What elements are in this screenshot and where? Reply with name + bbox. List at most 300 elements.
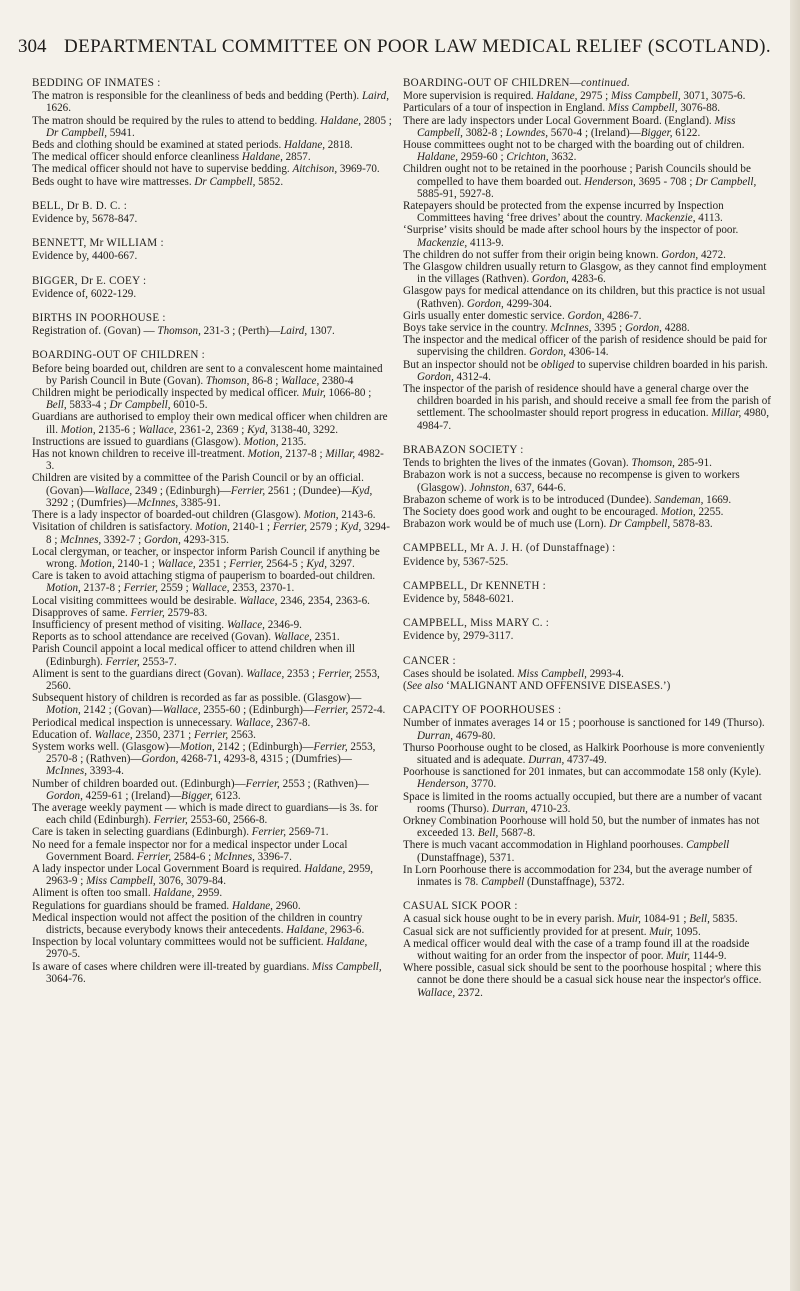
index-entry: [32, 912, 392, 936]
index-entry: [32, 213, 392, 225]
index-entry: [403, 200, 773, 224]
entry-text: Evidence by, 5678-847.: [32, 213, 138, 226]
witness-name: Bell,: [46, 399, 67, 412]
entry-text: Insufficiency of present method of visiting.: [32, 618, 227, 631]
entry-text: Periodical medical inspection is unnecessary.: [32, 716, 236, 729]
index-entry: [403, 469, 773, 493]
entry-text: There are lady inspectors under Local Government Board. (England).: [403, 114, 715, 127]
entry-text: 2346, 2354, 2363-6.: [277, 594, 370, 607]
witness-name: Ferrier,: [272, 521, 308, 534]
section-heading: [32, 200, 392, 212]
entry-text: 4982-3.: [46, 448, 384, 473]
witness-name: Miss Campbell,: [607, 102, 678, 115]
witness-name: Millar,: [325, 448, 356, 461]
entry-text: System works well. (Glasgow)—: [32, 740, 180, 753]
entry-text: 1084-91 ;: [640, 913, 690, 926]
index-entry: [32, 643, 392, 667]
entry-text: 2140-1 ;: [114, 557, 158, 570]
index-entry: [403, 322, 773, 334]
entry-text: 1307.: [307, 325, 335, 338]
entry-text: 2353, 2370-1.: [229, 582, 295, 595]
witness-name: See also: [406, 679, 444, 692]
entry-text: 6123.: [212, 789, 241, 802]
index-entry: [403, 163, 773, 200]
witness-name: Wallace,: [235, 716, 274, 729]
entry-text: There is much vacant accommodation in Highland poorhouses.: [403, 839, 687, 852]
entry-text: 2563.: [228, 728, 256, 741]
entry-text: The Glasgow children usually return to Glasgow, as they cannot find employment in the villages (Rathven).: [403, 261, 767, 286]
entry-text: The inspector of the parish of residence should have a general charge over the children boarded in his parish, and should receive a small fee from the parish of settlement. The schoolmaster should report progress in education.: [403, 383, 771, 420]
section-heading: [403, 617, 773, 629]
witness-name: Dr Campbell,: [46, 126, 108, 139]
entry-text: 3392-7 ;: [101, 533, 144, 546]
witness-name: Thomson,: [631, 457, 675, 470]
index-entry: [403, 506, 773, 518]
witness-name: Ferrier,: [136, 850, 172, 863]
index-entry: [403, 913, 773, 925]
entry-text: Orkney Combination Poorhouse will hold 50, but the number of inmates has not exceeded 13.: [403, 814, 760, 840]
index-column-right: [403, 77, 773, 1011]
entry-text: 2143-6.: [338, 509, 376, 522]
heading-text: CAMPBELL, Mr A. J. H. (of Dunstaffnage) :: [403, 542, 616, 555]
entry-text: Cases should be isolated.: [403, 667, 518, 680]
entry-text: 3395 ;: [591, 322, 626, 335]
witness-name: Laird,: [361, 90, 389, 103]
entry-text: 3969-70.: [337, 163, 380, 176]
witness-name: Wallace,: [273, 631, 312, 644]
entry-text: Guardians are authorised to employ their own medical officer when children are ill.: [32, 411, 388, 436]
index-entry: [32, 521, 392, 545]
entry-text: Subsequent history of children is recorded as far as possible. (Glasgow)—: [32, 692, 362, 705]
witness-name: Dr Campbell,: [194, 175, 256, 188]
entry-text: 4286-7.: [604, 309, 642, 322]
index-entry: [403, 839, 773, 863]
section-heading: [32, 349, 392, 361]
witness-name: Dr Campbell,: [609, 518, 671, 531]
witness-name: Mackenzie,: [417, 236, 468, 249]
entry-text: ‘Surprise’ visits should be made after school hours by the inspector of poor.: [403, 224, 739, 237]
heading-text: CAPACITY OF POORHOUSES :: [403, 704, 562, 717]
entry-text: Evidence by, 4400-667.: [32, 250, 138, 263]
witness-name: Gordon,: [46, 789, 83, 802]
entry-text: Ratepayers should be protected from the expense incurred by Inspection Committees having ‘free drives’ about the country.: [403, 200, 724, 225]
entry-text: Before being boarded out, children are sent to a convalescent home maintained by Parish Council in Bute (Govan).: [32, 362, 383, 387]
entry-text: 4299-304.: [503, 297, 552, 310]
entry-text: Children are visited by a committee of the Parish Council or by an official. (Govan)—: [32, 472, 364, 497]
entry-text: Children might be periodically inspected by medical officer.: [32, 387, 302, 400]
entry-text: 231-3 ; (Perth)—: [200, 325, 281, 338]
index-entry: [32, 778, 392, 802]
witness-name: Gordon,: [567, 309, 605, 322]
entry-text: 5670-4 ; (Ireland)—: [548, 126, 641, 139]
entry-text: 2367-8.: [273, 716, 311, 729]
entry-text: 4737-49.: [564, 753, 607, 766]
index-entry: [403, 791, 773, 815]
entry-text: (Dunstaffnage), 5372.: [524, 875, 625, 888]
witness-name: Haldane,: [231, 899, 273, 912]
witness-name: Motion,: [243, 435, 279, 448]
entry-text: 2135-6 ;: [95, 423, 139, 436]
witness-name: McInnes,: [46, 765, 87, 778]
entry-text: 3292 ; (Dumfries)—: [46, 496, 138, 509]
entry-text: Brabazon work would be of much use (Lorn).: [403, 518, 610, 531]
entry-text: Care is taken in selecting guardians (Edinburgh).: [32, 826, 252, 839]
witness-name: Kyd,: [247, 423, 268, 436]
entry-text: 2350, 2371 ;: [132, 728, 194, 741]
index-entry: [403, 815, 773, 839]
index-entry: [403, 668, 773, 680]
index-entry: [32, 668, 392, 692]
index-entry: [32, 151, 392, 163]
witness-name: Wallace,: [94, 728, 133, 741]
witness-name: Ferrier,: [130, 606, 165, 619]
entry-text: 3396-7.: [254, 850, 292, 863]
index-entry: [403, 383, 773, 432]
index-column-left: [32, 77, 392, 997]
index-entry: [32, 176, 392, 188]
index-entry: [403, 680, 773, 692]
witness-name: Sandeman,: [654, 493, 704, 506]
index-entry: [403, 359, 773, 383]
entry-text: Poorhouse is sanctioned for 201 inmates, but can accommodate 158 only (Kyle).: [403, 766, 762, 779]
index-entry: [32, 631, 392, 643]
index-entry: [403, 938, 773, 962]
entry-text: 2993-4.: [586, 667, 624, 680]
heading-text: BENNETT, Mr WILLIAM :: [32, 237, 164, 250]
entry-text: Boys take service in the country.: [403, 322, 551, 335]
witness-name: Wallace,: [162, 704, 201, 717]
index-entry: [32, 363, 392, 387]
entry-text: 6010-5.: [170, 399, 208, 412]
entry-text: 4306-14.: [566, 346, 609, 359]
entry-text: 5687-8.: [498, 827, 536, 840]
running-title: DEPARTMENTAL COMMITTEE ON POOR LAW MEDICAL RELIEF (SCOTLAND).: [64, 36, 772, 57]
entry-text: 2572-4.: [348, 704, 386, 717]
index-section: [403, 77, 773, 432]
witness-name: Wallace,: [281, 374, 320, 387]
index-section: [32, 237, 392, 262]
entry-text: The Society does good work and ought to be encouraged.: [403, 505, 661, 518]
section-heading: [403, 704, 773, 716]
index-entry: [403, 249, 773, 261]
entry-text: The average weekly payment — which is made direct to guardians—is 3s. for each child (Edinburgh).: [32, 801, 378, 827]
entry-text: 3632.: [548, 151, 577, 164]
entry-text: 3064-76.: [46, 972, 86, 985]
entry-text: Glasgow pays for medical attendance on its children, but this practice is not usual (Rathven).: [403, 285, 766, 310]
entry-text: A casual sick house ought to be in every parish.: [403, 913, 618, 926]
heading-text: CANCER :: [403, 654, 456, 667]
index-section: [403, 900, 773, 999]
entry-text: The children do not suffer from their origin being known.: [403, 248, 662, 261]
index-entry: [403, 224, 773, 248]
witness-name: Haldane,: [304, 862, 346, 875]
entry-text: 2355-60 ; (Edinburgh)—: [200, 704, 315, 717]
index-entry: [32, 115, 392, 139]
index-entry: [32, 887, 392, 899]
entry-text: 2349 ; (Edinburgh)—: [132, 484, 231, 497]
entry-text: 2569-71.: [285, 826, 329, 839]
entry-text: The medical officer should not have to supervise bedding.: [32, 163, 293, 176]
witness-name: Gordon,: [531, 273, 569, 286]
entry-text: 2380-4: [319, 374, 354, 387]
witness-name: Haldane,: [320, 114, 362, 127]
index-entry: [403, 285, 773, 309]
index-entry: [403, 717, 773, 741]
entry-text: 2959-60 ;: [457, 151, 507, 164]
witness-name: Ferrier,: [314, 704, 349, 717]
entry-text: Casual sick are not sufficiently provided for at present.: [403, 925, 650, 938]
entry-text: 2561 ; (Dundee)—: [265, 484, 352, 497]
entry-text: The matron should be required by the rules to attend to bedding.: [32, 114, 321, 127]
witness-name: Miss Campbell,: [86, 875, 156, 888]
entry-text: Registration of. (Govan) —: [32, 325, 158, 338]
witness-name: Motion,: [247, 448, 283, 461]
entry-text: 2140-1 ;: [229, 521, 273, 534]
index-entry: [403, 139, 773, 163]
section-heading: [403, 77, 773, 89]
entry-text: 3076-88.: [677, 102, 721, 115]
witness-name: Haldane,: [536, 90, 578, 103]
entry-text: 2805 ;: [361, 114, 392, 127]
entry-text: 1669.: [703, 493, 732, 506]
witness-name: Haldane,: [153, 887, 195, 900]
index-entry: [32, 570, 392, 594]
entry-text: 2137-8 ;: [282, 448, 326, 461]
entry-text: Visitation of children is satisfactory.: [32, 521, 196, 534]
entry-text: 5885-91, 5927-8.: [417, 187, 494, 200]
witness-name: Ferrier,: [230, 484, 266, 497]
section-heading: [32, 312, 392, 324]
index-entry: [32, 802, 392, 826]
entry-text: 4283-6.: [568, 273, 606, 286]
index-section: [32, 312, 392, 337]
entry-text: 4293-315.: [180, 533, 229, 546]
witness-name: Wallace,: [239, 594, 278, 607]
witness-name: Muir,: [301, 387, 326, 400]
entry-text: 2142 ; (Govan)—: [80, 704, 163, 717]
entry-text: Number of children boarded out. (Edinburgh)—: [32, 777, 246, 790]
entry-text: Tends to brighten the lives of the inmates (Govan).: [403, 457, 632, 470]
index-entry: [403, 926, 773, 938]
index-entry: [403, 457, 773, 469]
witness-name: Miss Campbell,: [611, 90, 681, 103]
witness-name: Miss Campbell,: [517, 667, 587, 680]
witness-name: Gordon,: [661, 248, 699, 261]
index-entry: [403, 334, 773, 358]
entry-text: 2818.: [325, 139, 353, 152]
witness-name: Mackenzie,: [645, 212, 696, 225]
witness-name: Thomson,: [157, 325, 201, 338]
index-entry: [32, 729, 392, 741]
entry-text: 2559 ;: [157, 582, 192, 595]
entry-text: Aliment is sent to the guardians direct (Govan).: [32, 667, 247, 680]
entry-text: 2975 ;: [577, 90, 611, 103]
index-section: [403, 655, 773, 693]
entry-text: Evidence of, 6022-129.: [32, 287, 137, 300]
index-entry: [32, 839, 392, 863]
entry-text: 4980, 4984-7.: [417, 407, 769, 432]
witness-name: Wallace,: [226, 618, 265, 631]
index-entry: [403, 593, 773, 605]
witness-name: Crichton,: [506, 151, 549, 164]
entry-text: 2351 ;: [195, 557, 230, 570]
index-entry: [32, 411, 392, 435]
entry-text: 6122.: [672, 126, 701, 139]
entry-text: 2553 ; (Rathven)—: [279, 777, 369, 790]
entry-text: 1626.: [46, 102, 71, 115]
entry-text: 4710-23.: [527, 802, 571, 815]
witness-name: Ferrier,: [313, 740, 348, 753]
entry-text: 3695 - 708 ;: [635, 175, 696, 188]
entry-text: 637, 644-6.: [512, 481, 566, 494]
page-number: 304: [18, 36, 47, 57]
witness-name: Ferrier,: [317, 667, 353, 680]
entry-text: 5852.: [255, 175, 284, 188]
entry-text: Care is taken to avoid attaching stigma of pauperism to boarded-out children.: [32, 570, 376, 583]
section-heading: [32, 237, 392, 249]
entry-text: 1144-9.: [689, 950, 727, 962]
witness-name: McInnes,: [550, 322, 592, 335]
witness-name: Wallace,: [94, 484, 133, 497]
heading-text: CAMPBELL, Miss MARY C. :: [403, 617, 550, 630]
entry-text: Beds and clothing should be examined at stated periods.: [32, 139, 285, 152]
index-entry: [32, 741, 392, 778]
index-entry: [403, 630, 773, 642]
entry-text: 86-8 ;: [249, 374, 282, 387]
witness-name: Dr Campbell,: [695, 175, 757, 188]
witness-name: Haldane,: [326, 936, 368, 949]
witness-name: Kyd,: [306, 557, 327, 570]
entry-text: Number of inmates averages 14 or 15 ; poorhouse is sanctioned for 149 (Thurso).: [403, 717, 765, 730]
entry-text: 2959.: [194, 887, 223, 900]
entry-text: Girls usually enter domestic service.: [403, 309, 568, 322]
section-heading: [403, 580, 773, 592]
witness-name: Ferrier,: [105, 655, 140, 668]
witness-name: Motion,: [46, 582, 81, 595]
entry-text: 3770.: [468, 778, 497, 791]
witness-name: Kyd,: [351, 484, 373, 497]
witness-name: Durran,: [528, 753, 565, 766]
witness-name: Motion,: [179, 740, 215, 753]
witness-name: Bigger,: [181, 789, 213, 802]
entry-text: 1095.: [673, 925, 701, 938]
entry-text: 2353 ;: [284, 667, 318, 680]
index-entry: [32, 900, 392, 912]
index-entry: [32, 509, 392, 521]
entry-text: Thurso Poorhouse ought to be closed, as Halkirk Poorhouse is more conveniently situated and is adequate.: [403, 741, 765, 766]
entry-text: 2584-6 ;: [171, 850, 214, 863]
witness-name: Millar,: [711, 407, 742, 420]
witness-name: Durran,: [417, 729, 454, 742]
witness-name: Dr Campbell,: [109, 399, 171, 412]
witness-name: Ferrier,: [153, 814, 188, 827]
index-entry: [32, 448, 392, 472]
index-entry: [32, 936, 392, 960]
entry-text: Particulars of a tour of inspection in England.: [403, 102, 608, 115]
index-section: [32, 77, 392, 188]
witness-name: Motion,: [195, 521, 230, 534]
entry-text: 2963-6.: [327, 924, 365, 936]
entry-text: (Dunstaffnage), 5371.: [417, 851, 515, 864]
index-entry: [403, 766, 773, 790]
witness-name: Bigger,: [640, 126, 673, 139]
entry-text: 4113-9.: [467, 236, 504, 249]
page-edge-shadow: [790, 0, 800, 1291]
heading-text: BOARDING-OUT OF CHILDREN :: [32, 349, 206, 362]
witness-name: Muir,: [666, 950, 690, 962]
witness-name: Haldane,: [241, 151, 283, 164]
entry-text: Aliment is often too small.: [32, 887, 154, 900]
index-section: [403, 580, 773, 605]
section-heading: [403, 655, 773, 667]
index-entry: [403, 864, 773, 888]
entry-text: 3082-8 ;: [462, 126, 506, 139]
index-entry: [403, 310, 773, 322]
index-entry: [32, 472, 392, 509]
index-entry: [403, 556, 773, 568]
entry-text: 3294-8 ;: [46, 521, 390, 546]
witness-name: Gordon,: [144, 533, 181, 546]
witness-name: Henderson,: [584, 175, 636, 188]
index-entry: [32, 692, 392, 716]
witness-name: Gordon,: [625, 322, 662, 335]
witness-name: Laird,: [280, 325, 308, 338]
index-section: [32, 200, 392, 225]
entry-text: Evidence by, 2979-3117.: [403, 630, 514, 643]
index-section: [403, 704, 773, 888]
section-heading: [32, 275, 392, 287]
entry-text: Has not known children to receive ill-treatment.: [32, 448, 248, 461]
entry-text: A medical officer would deal with the case of a tramp found ill at the roadside without waiting for an order from the inspector of poor.: [403, 937, 750, 962]
entry-text: Education of.: [32, 728, 95, 741]
index-section: [403, 542, 773, 567]
index-entry: [403, 494, 773, 506]
index-entry: [32, 826, 392, 838]
entry-text: to supervise children boarded in his parish.: [574, 358, 768, 371]
index-entry: [32, 717, 392, 729]
entry-text: 1066-80 ;: [325, 387, 372, 400]
index-entry: [32, 288, 392, 300]
witness-name: Miss Campbell,: [312, 960, 382, 973]
entry-text: Children ought not to be retained in the poorhouse ; Parish Councils should be compelled to have them boarded out.: [403, 163, 751, 188]
witness-name: Gordon,: [417, 370, 454, 383]
index-entry: [32, 387, 392, 411]
entry-text: 2553-7.: [139, 655, 177, 668]
witness-name: Wallace,: [138, 423, 177, 436]
witness-name: Ferrier,: [123, 582, 158, 595]
witness-name: Gordon,: [141, 753, 179, 766]
entry-text: The inspector and the medical officer of the parish of residence should be paid for supervising the children.: [403, 334, 767, 359]
entry-text: 4259-61 ; (Ireland)—: [82, 789, 182, 802]
witness-name: Lowndes,: [505, 126, 548, 139]
entry-text: 2361-2, 2369 ;: [176, 423, 248, 436]
witness-name: Muir,: [617, 913, 641, 926]
entry-text: 3138-40, 3292.: [267, 423, 339, 436]
witness-name: Haldane,: [417, 151, 458, 164]
entry-text: 2564-5 ;: [263, 557, 307, 570]
index-entry: [403, 962, 773, 999]
index-entry: [403, 115, 773, 139]
entry-text: 2553, 2560.: [46, 667, 380, 692]
index-entry: [32, 163, 392, 175]
entry-text: 2142 ; (Edinburgh)—: [214, 740, 314, 753]
witness-name: Durran,: [491, 802, 528, 815]
heading-text: BIRTHS IN POORHOUSE :: [32, 312, 166, 325]
entry-text: Beds ought to have wire mattresses.: [32, 175, 195, 188]
witness-name: Henderson,: [417, 778, 469, 791]
entry-text: 4312-4.: [453, 370, 491, 383]
witness-name: Motion,: [660, 505, 696, 518]
